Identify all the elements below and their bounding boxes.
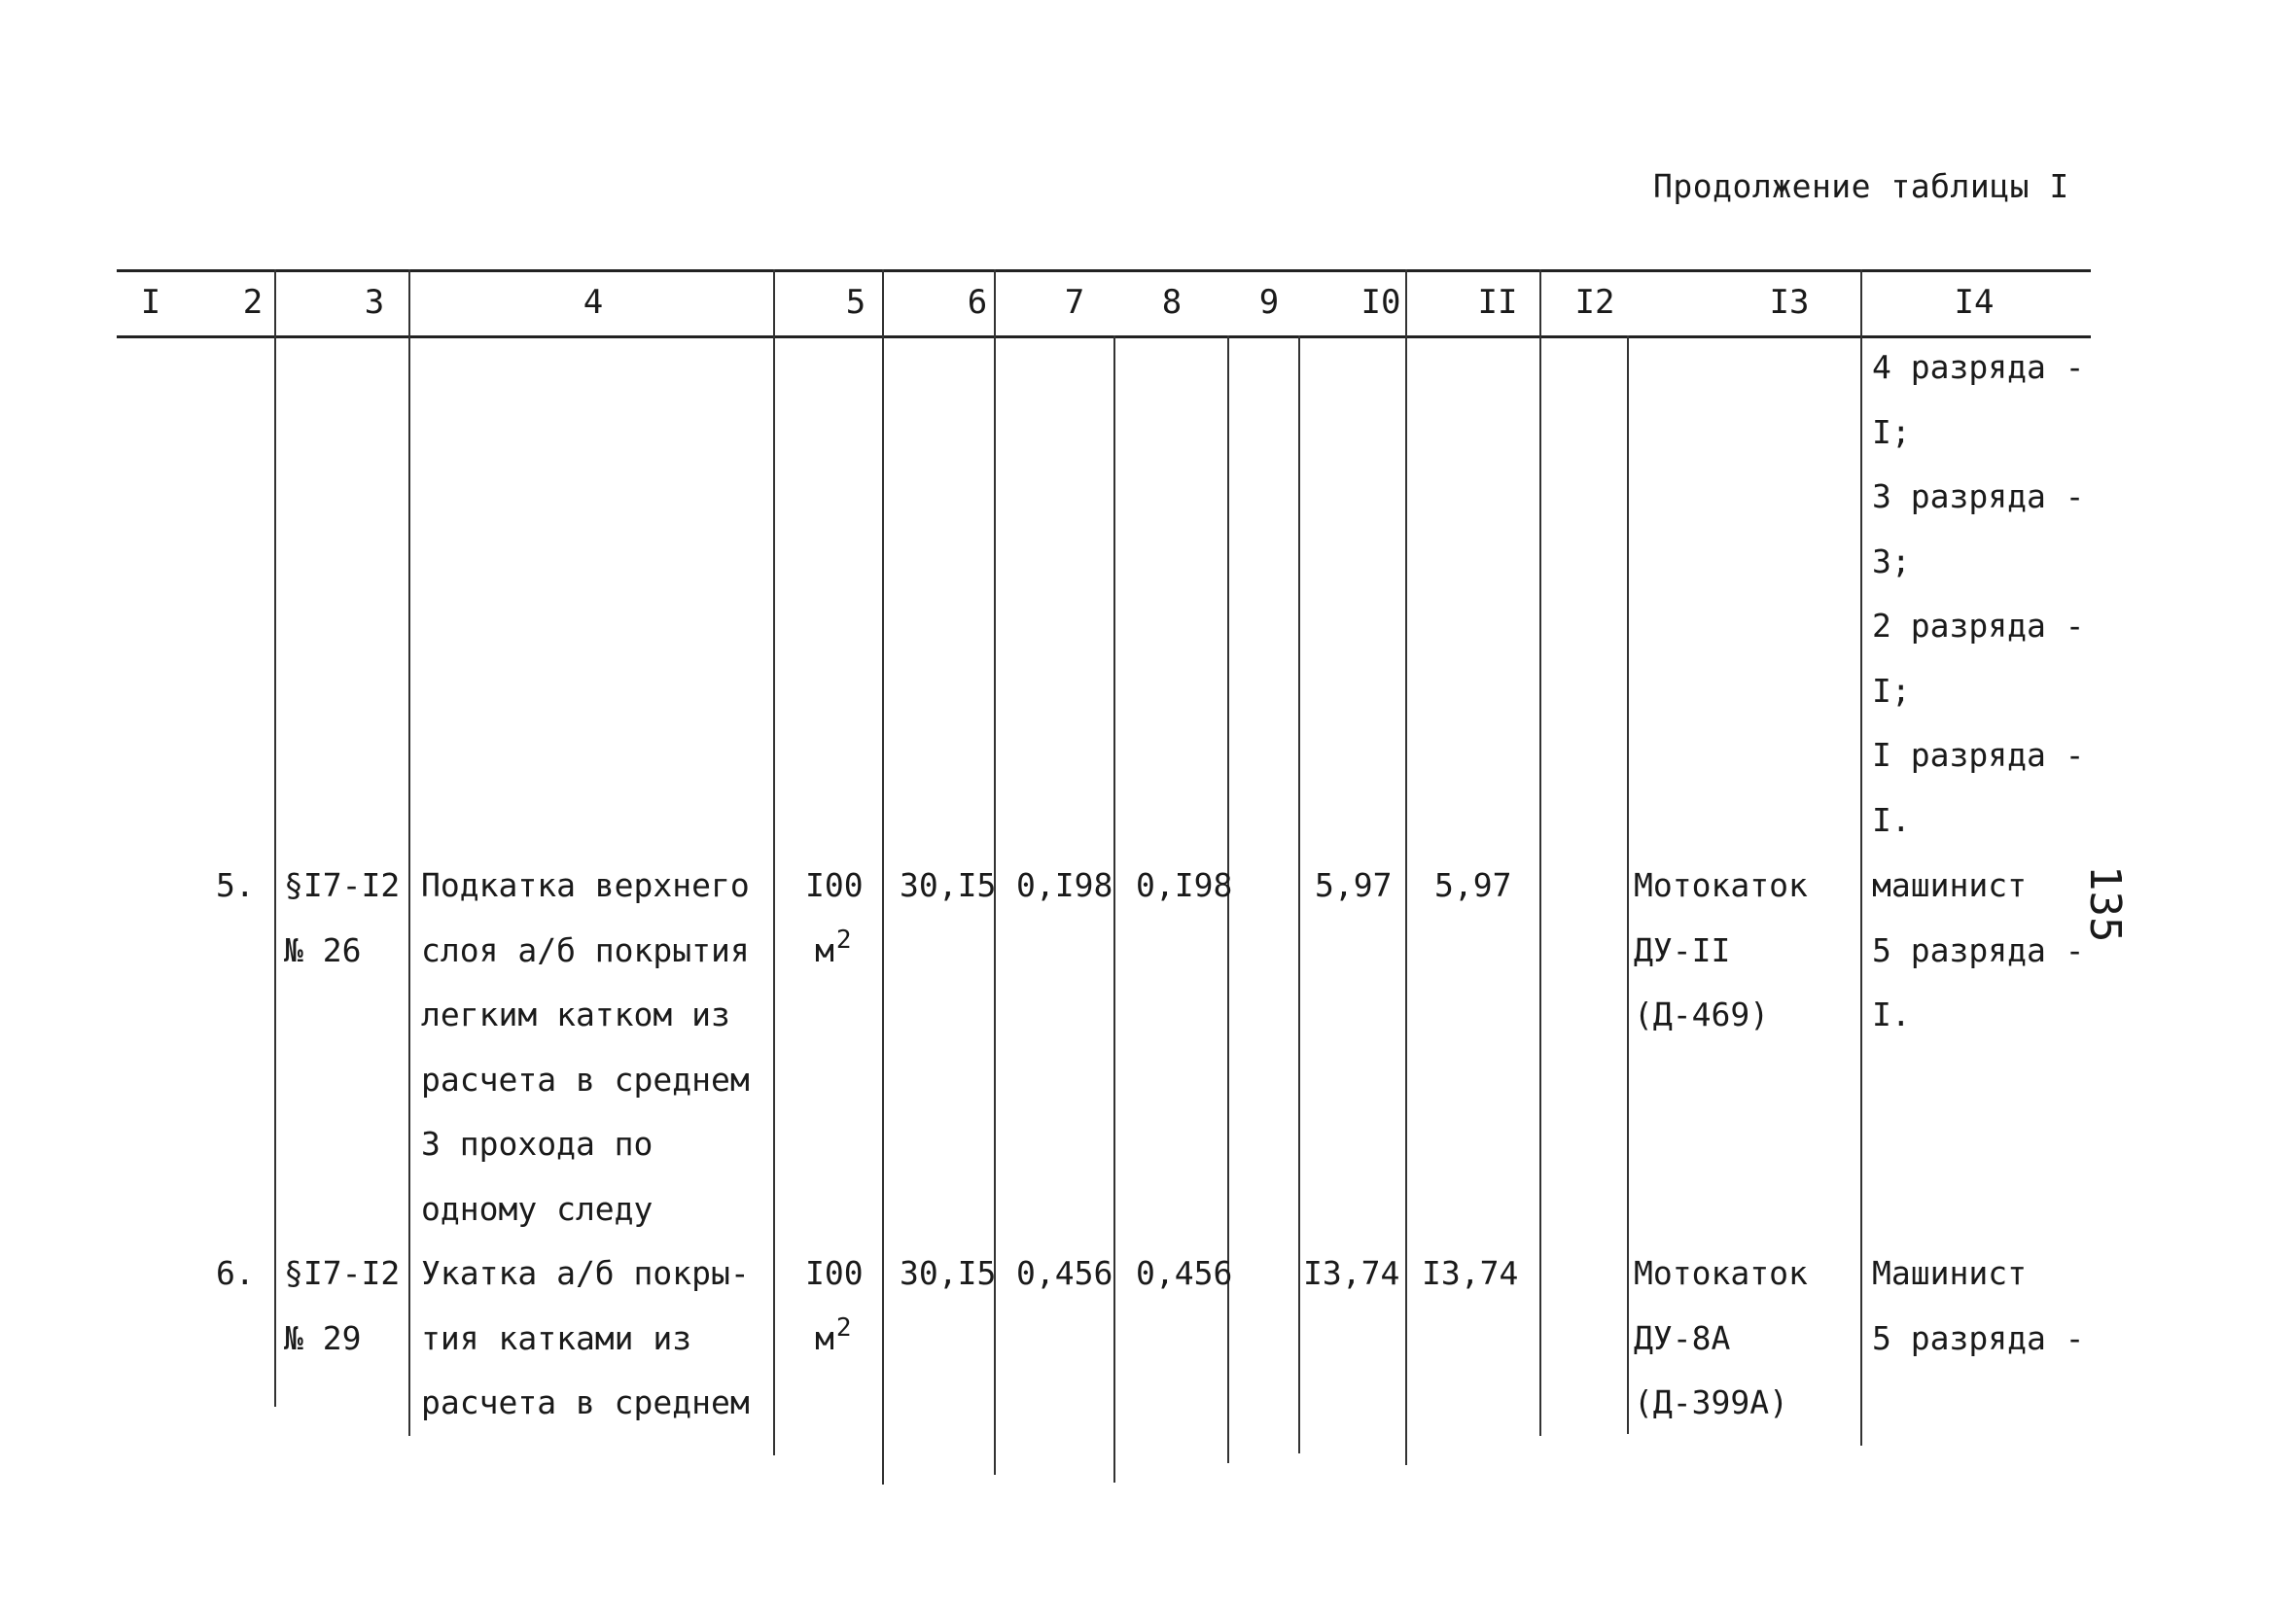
column-header: 5	[845, 283, 866, 322]
machine-line: Мотокаток	[1634, 866, 1808, 904]
crew	[1872, 854, 2085, 1048]
machine-line: ДУ-II	[1634, 930, 1731, 969]
column-header: I2	[1574, 283, 1615, 322]
unit-letter: м	[815, 930, 834, 969]
column-divider	[1405, 269, 1407, 1465]
crew-line: 4 разряда -	[1872, 348, 2085, 386]
description-line: слоя а/б покрытия	[421, 930, 750, 969]
crew-line: 5 разряда -	[1872, 930, 2085, 969]
unit-cell	[805, 854, 864, 983]
crew-line: 3 разряда -	[1872, 477, 2085, 515]
column-header: 6	[967, 283, 988, 322]
column-header: 2	[242, 283, 264, 322]
crew-line: 2 разряда -	[1872, 607, 2085, 645]
column-divider	[1113, 335, 1115, 1483]
column-header: 8	[1161, 283, 1183, 322]
value-col11: 5,97	[1434, 866, 1512, 904]
row-number: 5.	[216, 866, 255, 904]
carry-over-crew	[1872, 335, 2085, 853]
column-divider	[882, 269, 884, 1485]
column-header: 3	[364, 283, 385, 322]
norm-code	[284, 1241, 400, 1371]
machine-line: ДУ-8А	[1634, 1318, 1731, 1357]
value-col7: 0,456	[1016, 1254, 1113, 1292]
crew-line: I разряда -	[1872, 736, 2085, 774]
machine-line: Мотокаток	[1634, 1254, 1808, 1292]
work-description	[421, 854, 750, 1241]
unit-exponent: 2	[835, 925, 852, 955]
column-header: I	[140, 283, 161, 322]
value-col10: 5,97	[1315, 866, 1393, 904]
unit-main: I00	[805, 866, 864, 904]
column-divider	[1860, 269, 1862, 1446]
value-col7: 0,I98	[1016, 866, 1113, 904]
crew-line: I;	[1872, 671, 1911, 710]
column-header: II	[1477, 283, 1518, 322]
unit-cell	[805, 1241, 864, 1371]
machine-line: (Д-469)	[1634, 996, 1770, 1033]
description-line: тия катками из	[421, 1318, 692, 1357]
crew-line: машинист	[1872, 866, 2027, 904]
column-divider	[773, 269, 775, 1455]
table-header-rule	[117, 335, 2091, 338]
column-divider	[1539, 269, 1541, 1436]
description-line: Подкатка верхнего	[421, 866, 750, 904]
value-col6: 30,I5	[900, 1254, 997, 1292]
column-divider	[1627, 335, 1629, 1434]
unit-sub	[805, 1307, 864, 1372]
work-description	[421, 1241, 750, 1436]
description-line: Укатка а/б покры-	[421, 1254, 750, 1292]
crew-line: I.	[1872, 996, 1911, 1033]
norm-code	[284, 854, 400, 983]
crew-line: I;	[1872, 412, 1911, 451]
column-header: 7	[1064, 283, 1085, 322]
crew-line: I.	[1872, 800, 1911, 839]
norm-code-line: № 29	[284, 1318, 362, 1357]
machine-line: (Д-399А)	[1634, 1383, 1788, 1421]
column-divider	[274, 269, 276, 1407]
column-header: I0	[1360, 283, 1401, 322]
column-divider	[1298, 335, 1300, 1453]
crew-line: Машинист	[1872, 1254, 2027, 1292]
description-line: расчета в среднем	[421, 1060, 750, 1099]
unit-exponent: 2	[835, 1312, 852, 1343]
column-header: 4	[583, 283, 604, 322]
value-col8: 0,I98	[1136, 866, 1233, 904]
crew	[1872, 1241, 2085, 1371]
norm-code-line: §I7-I2	[284, 866, 401, 904]
column-header: I3	[1769, 283, 1810, 322]
column-header: 9	[1258, 283, 1280, 322]
crew-line: 3;	[1872, 542, 1911, 580]
machine	[1634, 854, 1808, 1048]
row-number: 6.	[216, 1254, 255, 1292]
value-col8: 0,456	[1136, 1254, 1233, 1292]
description-line: одному следу	[421, 1189, 653, 1228]
table-top-rule	[117, 269, 2091, 272]
crew-line: 5 разряда -	[1872, 1318, 2085, 1357]
norm-code-line: № 26	[284, 930, 362, 969]
value-col11: I3,74	[1422, 1254, 1519, 1292]
machine	[1634, 1241, 1808, 1436]
unit-sub	[805, 919, 864, 984]
table-caption: Продолжение таблицы I	[1653, 167, 2069, 205]
value-col10: I3,74	[1303, 1254, 1400, 1292]
description-line: легким катком из	[421, 996, 730, 1033]
unit-letter: м	[815, 1318, 834, 1357]
unit-main: I00	[805, 1254, 864, 1292]
norm-code-line: §I7-I2	[284, 1254, 401, 1292]
value-col6: 30,I5	[900, 866, 997, 904]
page-number: 135	[2080, 865, 2130, 943]
column-header: I4	[1954, 283, 1995, 322]
description-line: расчета в среднем	[421, 1383, 750, 1421]
description-line: 3 прохода по	[421, 1125, 653, 1163]
column-divider	[408, 269, 410, 1436]
